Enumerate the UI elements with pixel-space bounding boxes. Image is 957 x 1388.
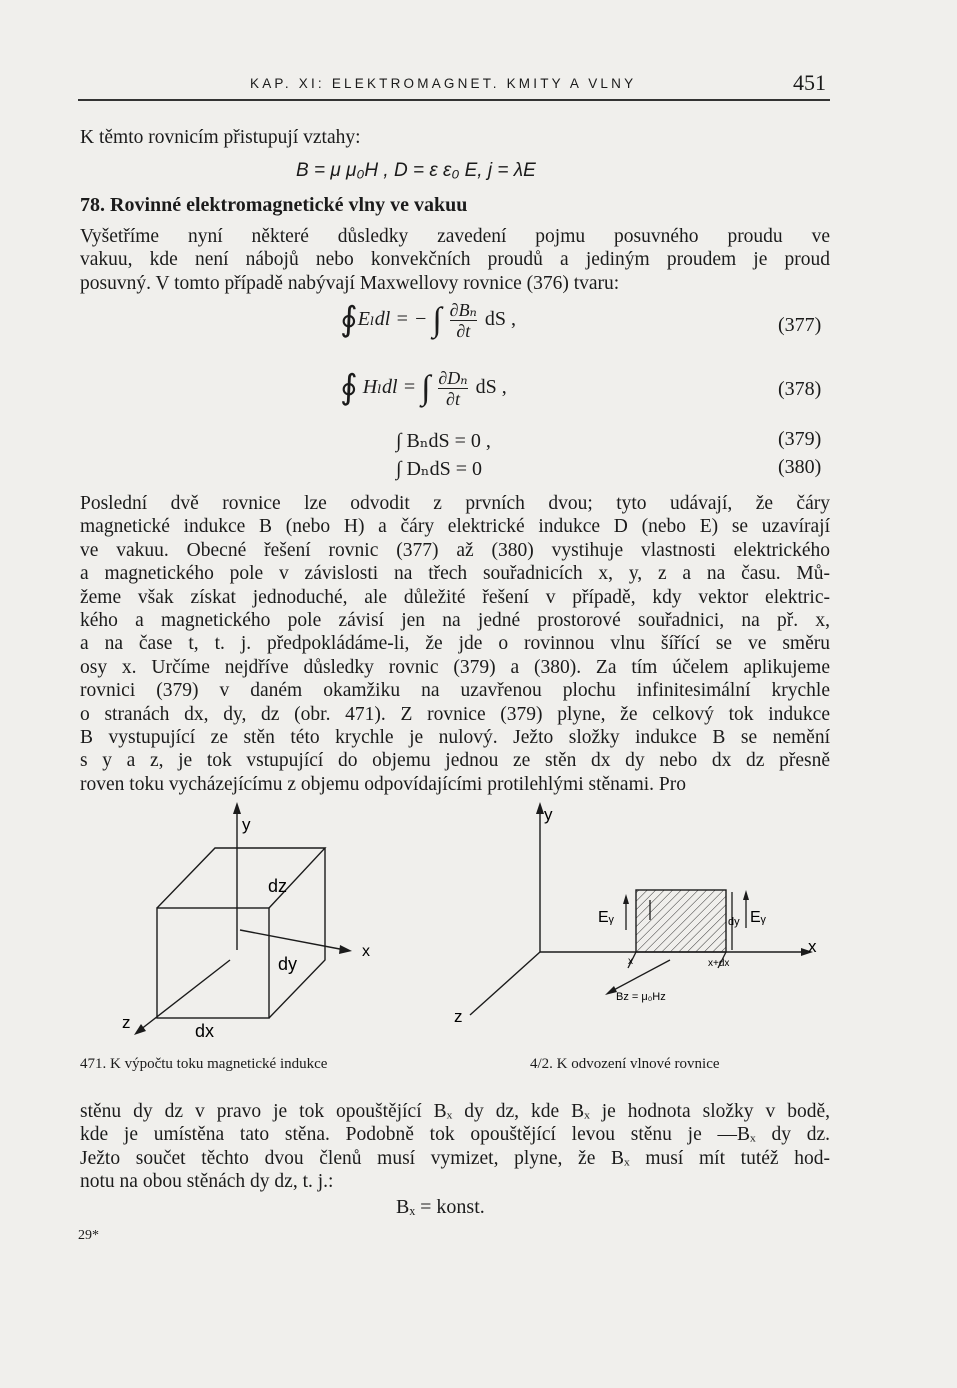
- cube-top-face: [157, 848, 325, 908]
- integral-symbol: ∫: [432, 301, 442, 339]
- signature-mark: 29*: [78, 1228, 99, 1243]
- paragraph-3: stěnu dy dz v pravo je tok opouštějící Bₓ dy dz, kde Bₓ je hodnota složky v bodě, kde je umístěna tato stěna. Podobně tok opouštějící levou stěnu je —Bₓ dy dz. Ježto součet těchto dvou členů musí vymizet, plyne, že Bₓ musí mít tutéž hod- notu na obou stěnách dy dz, t. j.:: [80, 1101, 830, 1193]
- running-header: KAP. XI: ELEKTROMAGNET. KMITY A VLNY: [250, 76, 637, 91]
- figure-471-cube: [100, 800, 400, 1050]
- fig2-label-x-tick: x: [628, 956, 633, 967]
- fig1-label-dz: dz: [268, 876, 288, 896]
- cube-right-face: [269, 848, 325, 1018]
- final-equation: Bₓ = konst.: [396, 1196, 485, 1218]
- fig2-label-ey-right: Eᵧ: [750, 909, 766, 926]
- x-axis: [240, 930, 345, 950]
- equation-number-377: (377): [778, 314, 822, 336]
- header-rule: [78, 99, 830, 101]
- ey-right-arrowhead: [743, 890, 749, 900]
- bz-arrow: [610, 960, 670, 992]
- figure-472-diagram: [440, 800, 830, 1050]
- y-arrow: [233, 802, 241, 814]
- fig2-label-bz: Bz = μ₀Hz: [616, 991, 666, 1003]
- contour-integral-symbol: ∮: [340, 369, 358, 407]
- integral-symbol: ∫: [421, 369, 431, 407]
- fig1-label-dy: dy: [278, 954, 298, 974]
- z-axis: [140, 960, 230, 1030]
- cube-front-face: [157, 908, 269, 1018]
- fig2-label-z: z: [454, 1007, 463, 1026]
- contour-integral-symbol: ∮: [340, 301, 358, 339]
- intro-line: K těmto rovnicím přistupují vztahy:: [80, 127, 361, 148]
- equation-number-378: (378): [778, 378, 822, 400]
- equation-number-380: (380): [778, 456, 822, 478]
- fig2-label-y: y: [544, 805, 553, 824]
- paragraph-2: Poslední dvě rovnice lze odvodit z prvních dvou; tyto udávají, že čáry magnetické indukce B (nebo H) a čáry elektrické indukce D (nebo E) se uzavírají ve vakuu. Obecné řešení rovnic (377) až (380) vystihuje vlastnosti elektrického a magnetického pole v závislosti na třech souřadnicích x, y, z a na času. Mů- žeme však získat jednoduché, ale důležité řešení v případě, kdy vektor elektric- kého a magnetického pole závisí jen na jedné prostorové souřadnici, na př. x, a na čase t, t. j. předpokládáme-li, že jde o rovinnou vlnu šířící se ve směru osy x. Určíme nejdříve důsledky rovnic (379) a (380). Za tím účelem aplikujeme rovnici (379) v daném okamžiku na uzavřenou plochu infinitesimální krychle o stranách dx, dy, dz (obr. 471). Z rovnice (379) plyne, že celkový tok indukce B vystupující ze stěn této krychle je nulový. Ježto složky indukce B se nemění s y a z, je tok vstupující do objemu jednou ze stěn dx dy nebo dx dz přesně roven toku vycházejícímu z objemu odpovídajícími protilehlými stěnami. Pro: [80, 493, 830, 795]
- hatched-element: [636, 890, 726, 952]
- figure-472-caption: 4/2. K odvození vlnové rovnice: [530, 1056, 720, 1072]
- equation-379: ∫ BₙdS = 0 ,: [396, 430, 491, 452]
- relations-equation: B = μ μ₀H , D = ε ε₀ E, j = λE: [296, 160, 536, 181]
- paragraph-1: Vyšetříme nyní některé důsledky zavedení pojmu posuvného proudu ve vakuu, kde není nábojů nebo konvekčních proudů a jediným proudem je proud posuvný. V tomto případě nabývají Maxwellovy rovnice (376) tvaru:: [80, 226, 830, 294]
- ey-left-arrowhead: [623, 894, 629, 904]
- fig2-label-ey-left: Eᵧ: [598, 909, 614, 926]
- z-axis: [470, 952, 540, 1015]
- fig1-label-z: z: [122, 1013, 131, 1032]
- equation-number-379: (379): [778, 428, 822, 450]
- fig1-label-x: x: [362, 943, 370, 960]
- y-arrow: [536, 802, 544, 814]
- equation-377: ∮Eₗdl = − ∫ $\frac{\text{∂Bₙ}}{\partial t}$ dS ,: [340, 300, 516, 341]
- fig1-label-dx: dx: [195, 1021, 215, 1041]
- fig1-label-y: y: [242, 815, 251, 834]
- x-arrow: [339, 945, 352, 954]
- section-heading: 78. Rovinné elektromagnetické vlny ve vakuu: [80, 194, 468, 216]
- z-arrow: [134, 1024, 146, 1035]
- equation-378: ∮ Hₗdl = ∫ $\frac{\text{∂Dₙ}}{\partial t}$ dS ,: [340, 368, 507, 409]
- fig2-label-xdx-tick: x+dx: [708, 958, 730, 969]
- page-number: 451: [793, 70, 826, 95]
- fig2-label-x: x: [808, 937, 817, 956]
- figure-471-caption: 471. K výpočtu toku magnetické indukce: [80, 1056, 328, 1072]
- fig2-label-dy: dy: [728, 916, 740, 928]
- equation-380: ∫ DₙdS = 0: [396, 458, 482, 480]
